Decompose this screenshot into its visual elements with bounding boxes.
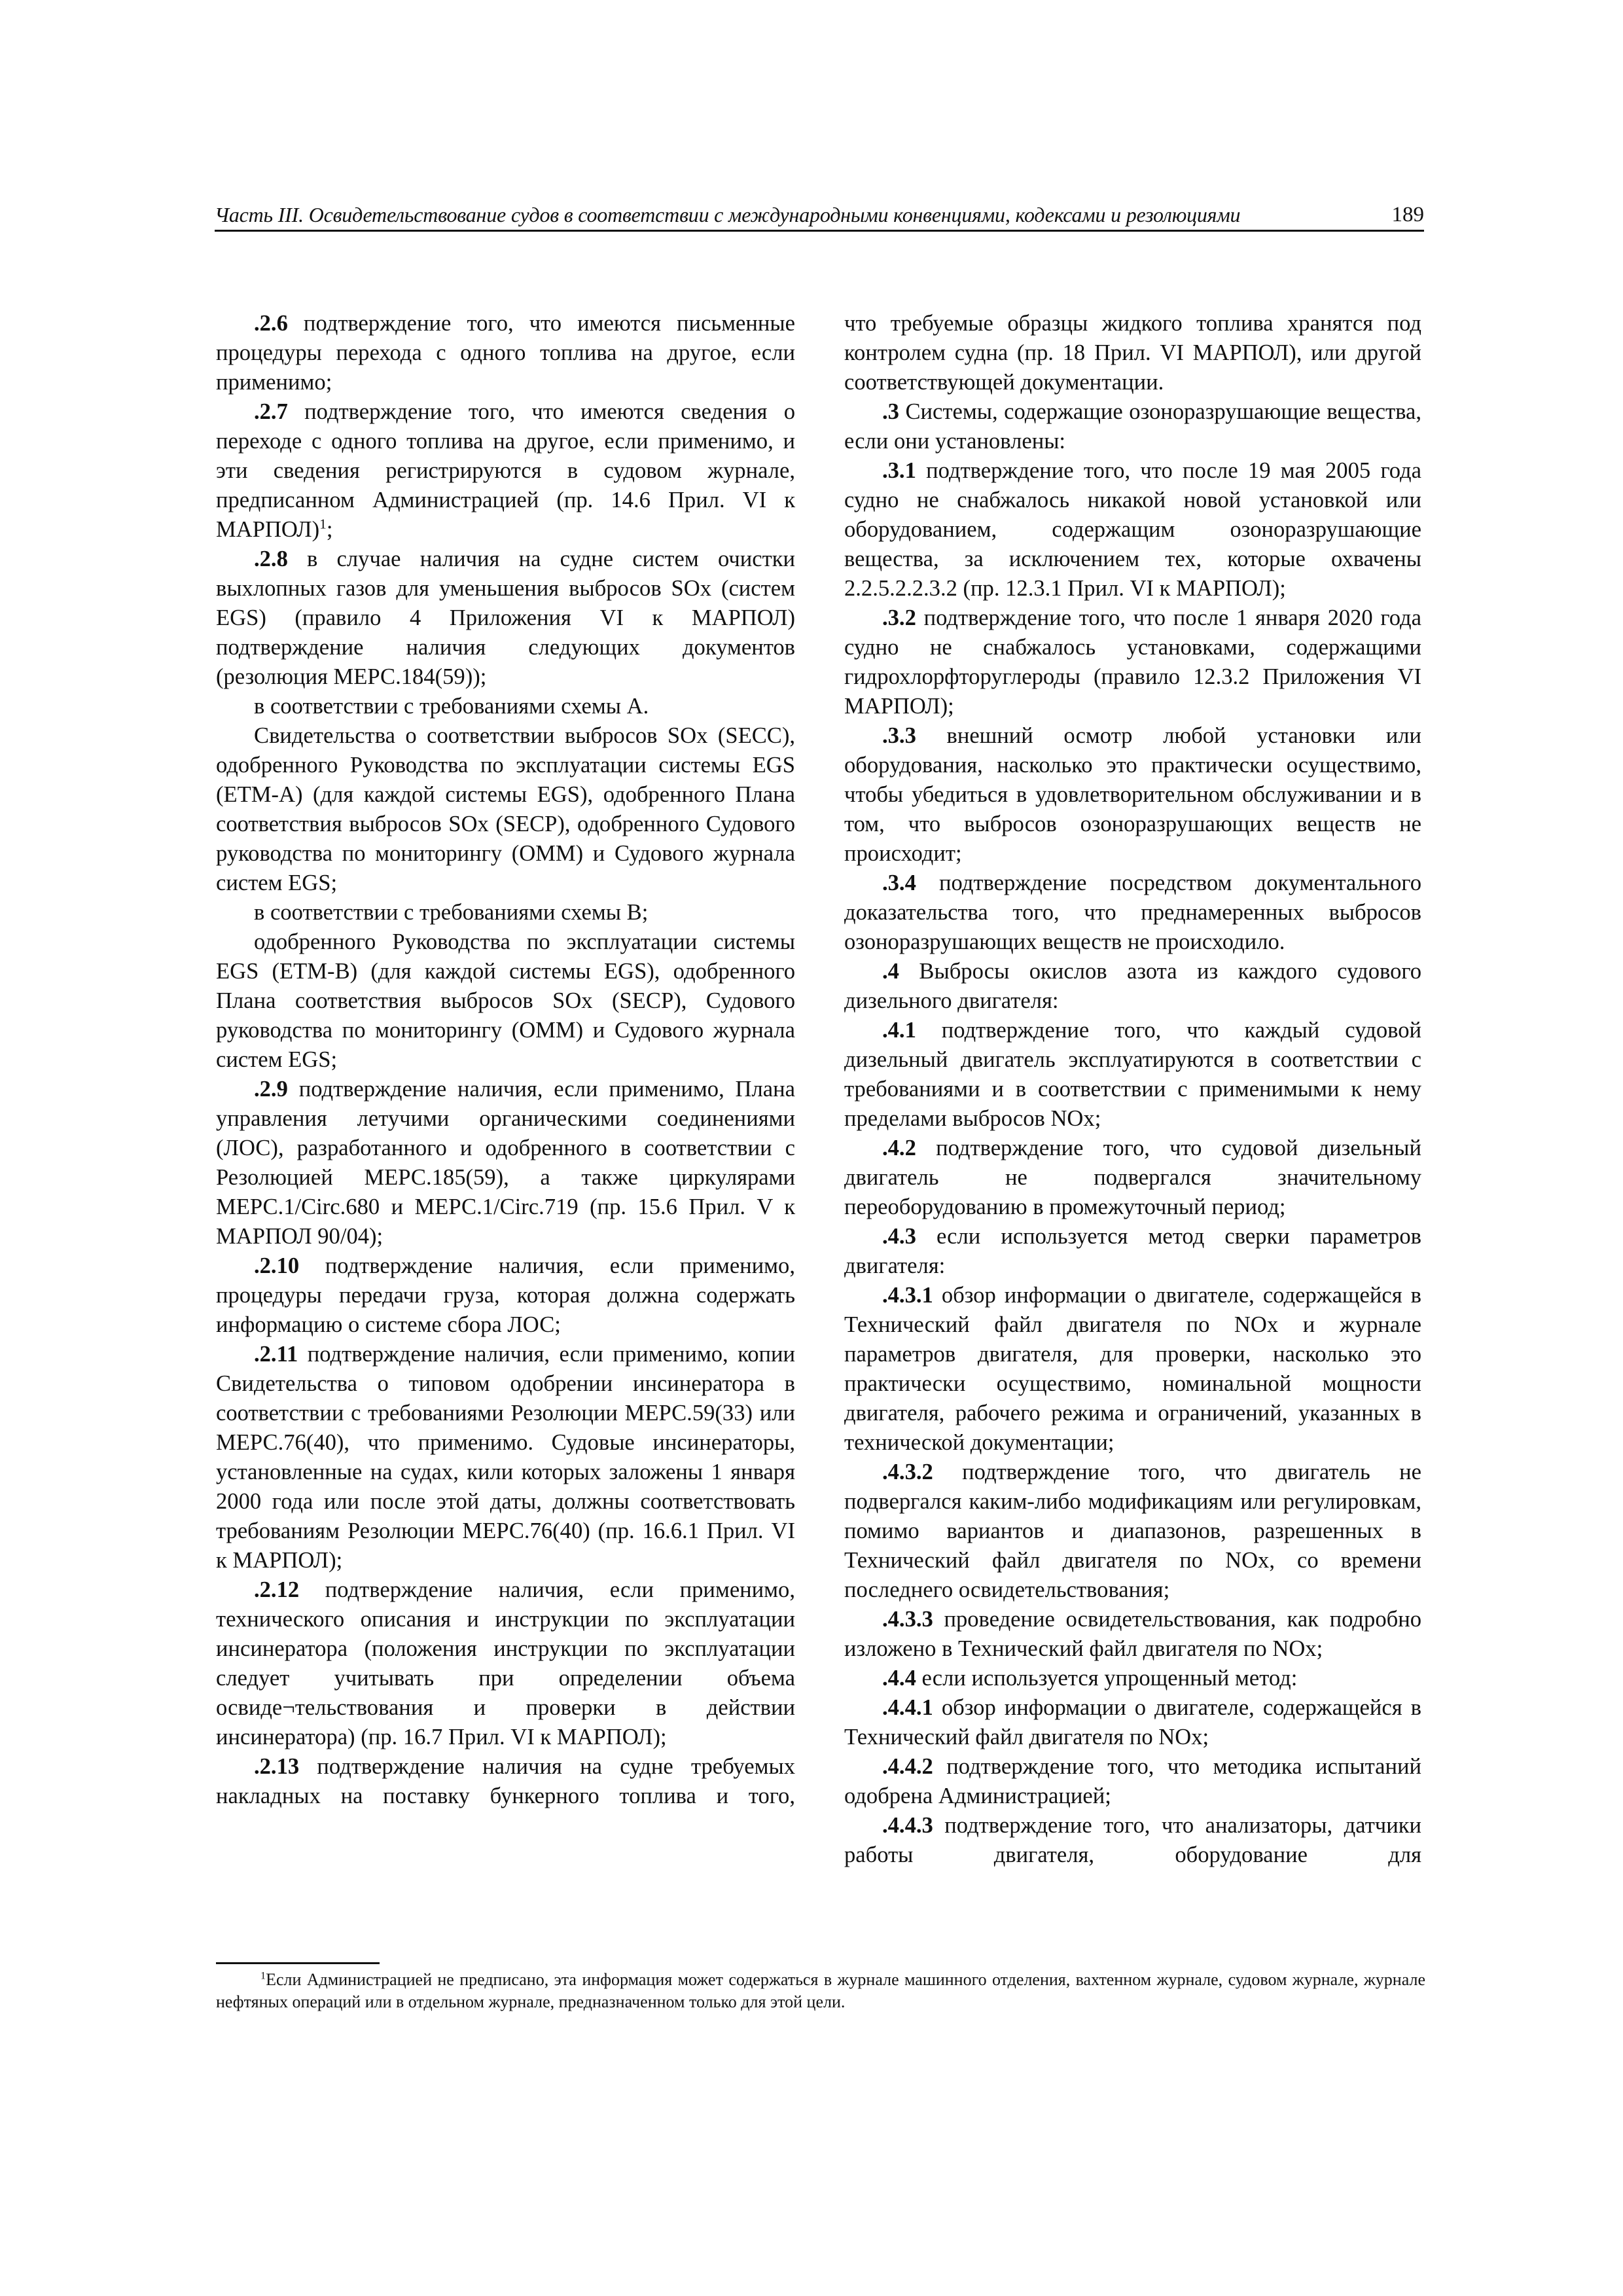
clause-number: .4.3 [882, 1224, 916, 1249]
paragraph [844, 1222, 1421, 1281]
paragraph [844, 869, 1421, 957]
clause-number: .2.6 [254, 311, 288, 336]
paragraph-text: подтверждение того, что после 1 января 2020 года судно не снабжалось установками, содержащими гидрохлорфторуглероды (правило 12.3.2 Приложения VI МАРПОЛ); [844, 605, 1421, 719]
paragraph-text: Системы, содержащие озоноразрушающие вещества, если они установлены: [844, 399, 1421, 454]
clause-number: .4.4.2 [882, 1754, 933, 1779]
paragraph [844, 721, 1421, 869]
clause-number: .2.8 [254, 547, 288, 571]
paragraph-text: если используется упрощенный метод: [916, 1666, 1298, 1691]
paragraph [844, 603, 1421, 721]
paragraph-tail: ; [326, 517, 333, 542]
paragraph-text: Выбросы окислов азота из каждого судового дизельного двигателя: [844, 959, 1421, 1013]
left-column [216, 309, 795, 1811]
clause-number: .3.2 [882, 605, 916, 630]
paragraph-text: Свидетельства о соответствии выбросов SOx (SECC), одобренного Руководства по эксплуатации системы EGS (ETM-A) (для каждой системы EGS), одобренного Плана соответствия выбросов SOx (SECP), одобренного Судового руководства по мониторингу (OMM) и Судового журнала систем EGS; [216, 723, 795, 895]
paragraph-text: подтверждение наличия, если применимо, технического описания и инструкции по эксплуатации инсинератора (положения инструкции по эксплуатации следует учитывать при определении объема освиде¬тельствования и проверки в действии инсинератора) (пр. 16.7 Прил. VI к МАРПОЛ); [216, 1577, 795, 1749]
paragraph [216, 721, 795, 898]
paragraph-text: подтверждение наличия на судне требуемых накладных на поставку бункерного топлива и того, [216, 1754, 795, 1808]
paragraph-text: проведение освидетельствования, как подробно изложено в Технический файл двигателя по NOx; [844, 1607, 1421, 1661]
paragraph [844, 397, 1421, 456]
paragraph-text: подтверждение наличия, если применимо, копии Свидетельства о типовом одобрении инсинератора в соответствии с требованиями Резолюции МЕРС.59(33) или МЕРС.76(40), что применимо. Судовые инсинераторы, установленные на судах, кили которых заложены 1 января 2000 года или после этой даты, должны соответствовать требованиям Резолюции МЕРС.76(40) (пр. 16.6.1 Прил. VI к МАРПОЛ); [216, 1342, 795, 1573]
paragraph-text: подтверждение наличия, если применимо, Плана управления летучими органическими соединениями (ЛОС), разработанного и одобренного в соответствии с Резолюцией МЕРС.185(59), а также циркулярами МЕРС.1/Circ.680 и МЕРС.1/Circ.719 (пр. 15.6 Прил. V к МАРПОЛ 90/04); [216, 1077, 795, 1249]
paragraph [216, 397, 795, 545]
clause-number: .2.12 [254, 1577, 300, 1602]
paragraph [216, 1251, 795, 1340]
clause-number: .4.2 [882, 1136, 916, 1160]
paragraph-text: подтверждение посредством документального доказательства того, что преднамеренных выбросов озоноразрушающих веществ не происходило. [844, 870, 1421, 954]
clause-number: .4.3.3 [882, 1607, 933, 1632]
paragraph-text: внешний осмотр любой установки или оборудования, насколько это практически осуществимо, чтобы убедиться в удовлетворительном обслуживании и в том, что выбросов озоноразрушающих веществ не происходит; [844, 723, 1421, 866]
paragraph-text: подтверждение того, что анализаторы, датчики работы двигателя, оборудование для [844, 1813, 1421, 1867]
footnote-text: Если Администрацией не предписано, эта информация может содержаться в журнале машинного отделения, вахтенном журнале, судовом журнале, журнале нефтяных операций или в отдельном журнале, предназначенном только для этой цели. [216, 1970, 1425, 2011]
clause-number: .2.7 [254, 399, 288, 424]
clause-number: .3.3 [882, 723, 916, 748]
paragraph-text: в соответствии с требованиями схемы В; [254, 900, 649, 925]
clause-number: .3.4 [882, 870, 916, 895]
clause-number: .4.3.1 [882, 1283, 933, 1308]
paragraph-text: подтверждение того, что имеются сведения о переходе с одного топлива на другое, если применимо, и эти сведения регистрируются в судовом журнале, предписанном Администрацией (пр. 14.6 Прил. VI к МАРПОЛ) [216, 399, 795, 542]
clause-number: .2.10 [254, 1253, 300, 1278]
paragraph [844, 1134, 1421, 1222]
clause-number: .4 [882, 959, 899, 984]
footnote [216, 1969, 1425, 2013]
paragraph-text: в соответствии с требованиями схемы А. [254, 694, 649, 719]
paragraph-text: обзор информации о двигателе, содержащейся в Технический файл двигателя по NOx; [844, 1695, 1421, 1749]
clause-number: .4.3.2 [882, 1460, 933, 1484]
clause-number: .4.4.1 [882, 1695, 933, 1720]
clause-number: .4.4 [882, 1666, 916, 1691]
paragraph-text: если используется метод сверки параметров двигателя: [844, 1224, 1421, 1278]
running-header [215, 203, 1424, 232]
clause-number: .3.1 [882, 458, 916, 483]
paragraph [844, 1664, 1421, 1693]
paragraph [844, 1693, 1421, 1752]
paragraph [216, 1340, 795, 1575]
paragraph-text: подтверждение того, что двигатель не подвергался каким-либо модификациям или регулировкам, помимо вариантов и диапазонов, разрешенных в Технический файл двигателя по NOx, со времени последнего освидетельствования; [844, 1460, 1421, 1602]
paragraph [216, 1575, 795, 1752]
paragraph-text: одобренного Руководства по эксплуатации системы EGS (ETM-B) (для каждой системы EGS), одобренного Плана соответствия выбросов SOx (SECP), Судового руководства по мониторингу (OMM) и Судового журнала систем EGS; [216, 929, 795, 1072]
paragraph [844, 1458, 1421, 1605]
paragraph-text: подтверждение того, что после 19 мая 2005 года судно не снабжалось никакой новой установкой или оборудованием, содержащим озоноразрушающие вещества, за исключением тех, которые охвачены 2.2.5.2.2.3.2 (пр. 12.3.1 Прил. VI к МАРПОЛ); [844, 458, 1421, 601]
paragraph-text: в случае наличия на судне систем очистки выхлопных газов для уменьшения выбросов SOx (систем EGS) (правило 4 Приложения VI к МАРПОЛ) подтверждение наличия следующих документов (резолюция МЕРС.184(59)); [216, 547, 795, 689]
paragraph [844, 456, 1421, 603]
paragraph [844, 309, 1421, 397]
paragraph [844, 1811, 1421, 1870]
paragraph-text: подтверждение наличия, если применимо, процедуры передачи груза, которая должна содержать информацию о системе сбора ЛОС; [216, 1253, 795, 1337]
paragraph [216, 1752, 795, 1811]
clause-number: .2.9 [254, 1077, 288, 1102]
paragraph-text: что требуемые образцы жидкого топлива хранятся под контролем судна (пр. 18 Прил. VI МАРПОЛ), или другой соответствующей документации. [844, 311, 1421, 395]
paragraph-text: подтверждение того, что имеются письменные процедуры перехода с одного топлива на другое, если применимо; [216, 311, 795, 395]
clause-number: .4.4.3 [882, 1813, 933, 1838]
clause-number: .2.13 [254, 1754, 300, 1779]
paragraph-text: подтверждение того, что методика испытаний одобрена Администрацией; [844, 1754, 1421, 1808]
paragraph [216, 309, 795, 397]
right-column [844, 309, 1421, 1870]
paragraph [216, 1075, 795, 1251]
paragraph-text: обзор информации о двигателе, содержащейся в Технический файл двигателя по NOx и журнале параметров двигателя, для проверки, насколько это практически осуществимо, номинальной мощности двигателя, рабочего режима и ограничений, указанных в технической документации; [844, 1283, 1421, 1455]
paragraph [216, 898, 795, 927]
footnote-reference: 1 [319, 516, 327, 532]
paragraph [216, 692, 795, 721]
clause-number: .4.1 [882, 1018, 916, 1043]
paragraph-text: подтверждение того, что каждый судовой дизельный двигатель эксплуатируются в соответствии с требованиями и в соответствии с применимыми к нему пределами выбросов NOx; [844, 1018, 1421, 1131]
paragraph [844, 1752, 1421, 1811]
paragraph [844, 1016, 1421, 1134]
paragraph [844, 957, 1421, 1016]
paragraph-text: подтверждение того, что судовой дизельный двигатель не подвергался значительному переоборудованию в промежуточный период; [844, 1136, 1421, 1219]
paragraph [844, 1605, 1421, 1664]
clause-number: .3 [882, 399, 899, 424]
page-number: 189 [1391, 203, 1424, 226]
paragraph [844, 1281, 1421, 1458]
footnote-separator [216, 1962, 380, 1964]
paragraph [216, 927, 795, 1075]
clause-number: .2.11 [254, 1342, 298, 1367]
paragraph [216, 545, 795, 692]
running-header-title: Часть III. Освидетельствование судов в соответствии с международными конвенциями, кодексами и резолюциями [215, 203, 1241, 226]
footnote-mark: 1 [260, 1970, 266, 1982]
